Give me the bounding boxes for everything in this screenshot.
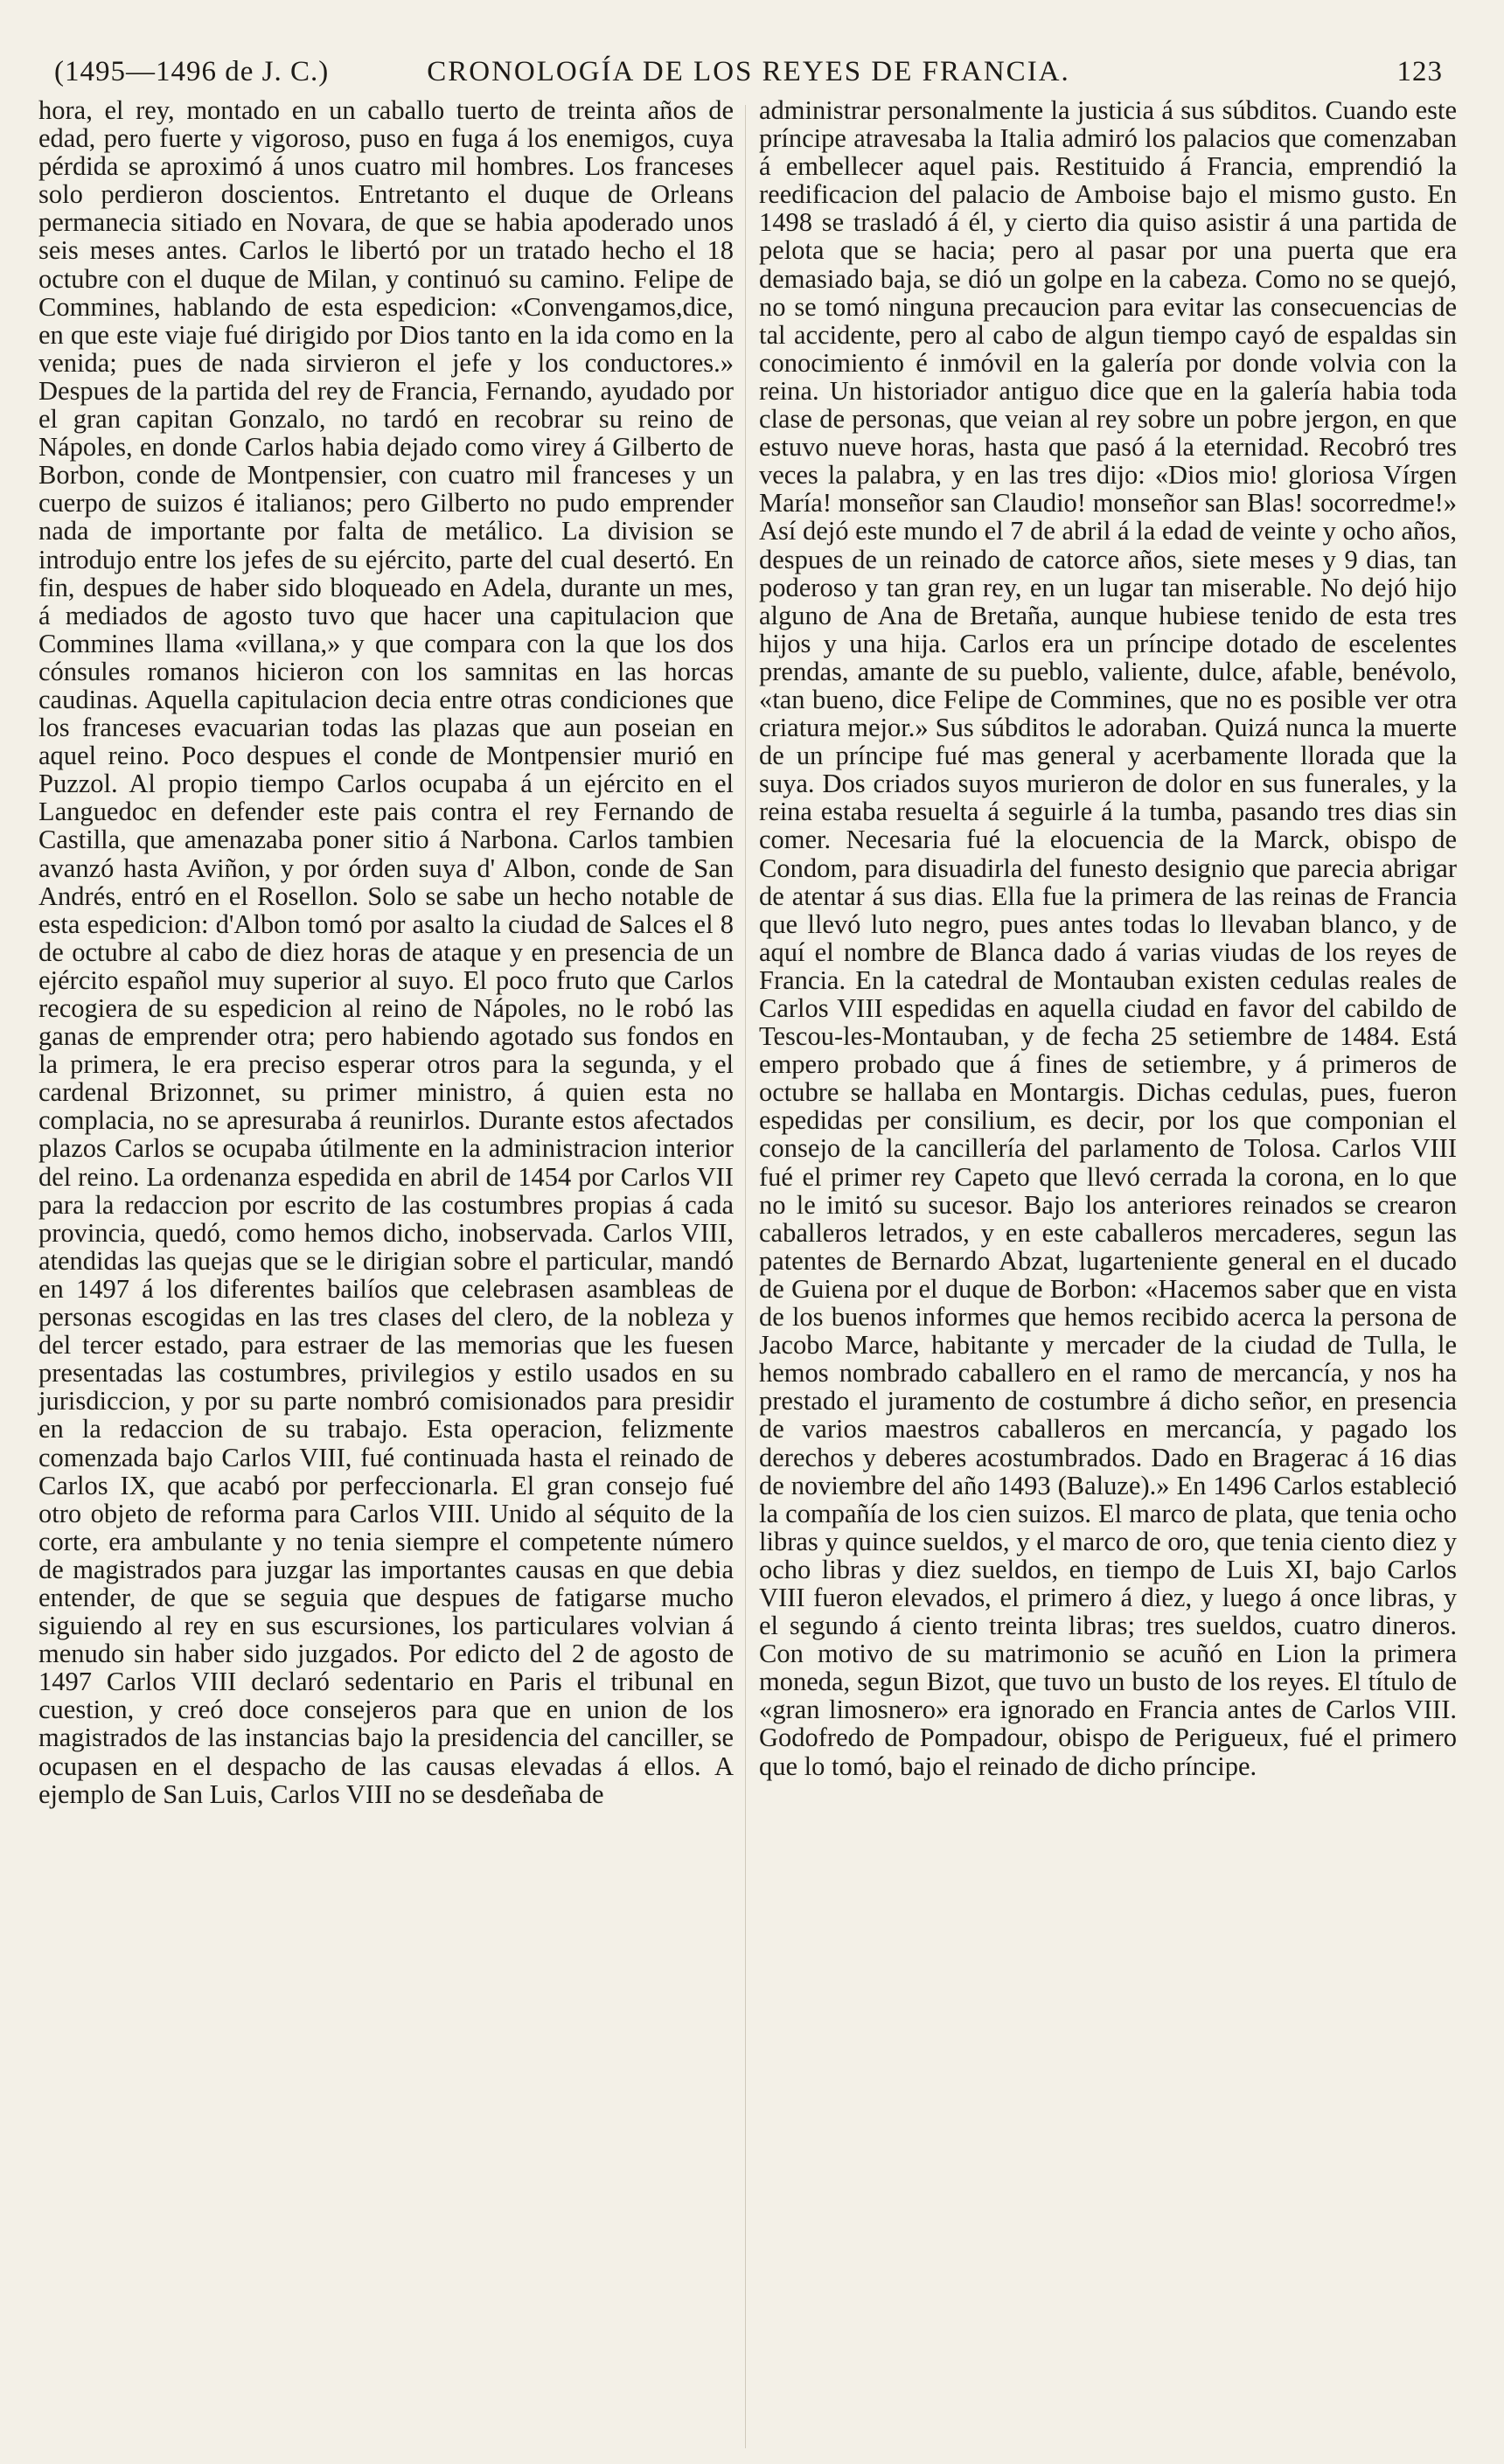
- column-divider: [745, 105, 746, 2448]
- header-years: (1495—1496 de J. C.): [54, 56, 330, 87]
- right-column-text: administrar personalmente la justicia á sus súbditos. Cuando este príncipe atravesaba la Italia admiró los palacios que comenzaban á embellecer aquel pais. Restituido á Francia, emprendió la reedificacion del palacio de Amboise bajo el mismo gusto. En 1498 se trasladó á él, y cierto dia quiso asistir á una partida de pelota que se hacia; pero al pasar por una puerta que era demasiado baja, se dió un golpe en la cabeza. Como no se quejó, no se tomó ninguna precaucion para evitar las consecuencias de tal accidente, pero al cabo de algun tiempo cayó de espaldas sin conocimiento é inmóvil en la galería por donde volvia con la reina. Un historiador antiguo dice que en la galería habia toda clase de personas, que veian al rey sobre un pobre jergon, en que estuvo nueve horas, hasta que pasó á la eternidad. Recobró tres veces la palabra, y en las tres dijo: «Dios mio! gloriosa Vírgen María! monseñor san Claudio! monseñor san Blas! socorredme!» Así dejó este mundo el 7 de abril á la edad de veinte y ocho años, despues de un reinado de catorce años, siete meses y 9 dias, tan poderoso y tan gran rey, en un lugar tan miserable. No dejó hijo alguno de Ana de Bretaña, aunque hubiese tenido de esta tres hijos y una hija. Carlos era un príncipe dotado de escelentes prendas, amante de su pueblo, valiente, dulce, afable, benévolo, «tan bueno, dice Felipe de Commines, que no es posible ver otra criatura mejor.» Sus súbditos le adoraban. Quizá nunca la muerte de un príncipe fué mas general y acerbamente llorada que la suya. Dos criados suyos murieron de dolor en sus funerales, y la reina estaba resuelta á seguirle á la tumba, pasando tres dias sin comer. Necesaria fué la elocuencia de la Marck, obispo de Condom, para disuadirla del funesto designio que parecia abrigar de atentar á sus dias. Ella fue la primera de las reinas de Francia que llevó luto negro, pues antes todas lo llevaban blanco, y de aquí el nombre de Blanca dado á varias viudas de los reyes de Francia. En la catedral de Montauban existen cedulas reales de Carlos VIII espedidas en aquella ciudad en favor del cabildo de Tescou-les-Montauban, y de fecha 25 setiembre de 1484. Está empero probado que á fines de setiembre, y á primeros de octubre se hallaba en Montargis. Dichas cedulas, pues, fueron espedidas per consilium, es decir, por los que componian el consejo de la cancillería del parlamento de Tolosa. Carlos VIII fué el primer rey Capeto que llevó cerrada la corona, en lo que no le imitó su sucesor. Bajo los anteriores reinados se crearon caballeros letrados, y en este caballeros mercaderes, segun las patentes de Bernardo Abzat, lugarteniente general en el ducado de Guiena por el duque de Borbon: «Hacemos saber que en vista de los buenos informes que hemos recibido acerca la persona de Jacobo Marce, habitante y mercader de la ciudad de Tulla, le hemos nombrado caballero en el ramo de mercancía, y nos ha prestado el juramento de costumbre á dicho señor, en presencia de varios maestros caballeros en mercancía, y pagado los derechos y deberes acostumbrados. Dado en Bragerac á 16 dias de noviembre del año 1493 (Baluze).» En 1496 Carlos estableció la compañía de los cien suizos. El marco de plata, que tenia ocho libras y quince sueldos, y el marco de oro, que tenia ciento diez y ocho libras y diez sueldos, en tiempo de Luis XI, bajo Carlos VIII fueron elevados, el primero á diez, y luego á once libras, y el segundo á ciento treinta libras; tres sueldos, cuatro dineros. Con motivo de su matrimonio se acuñó en Lion la primera moneda, segun Bizot, que tuvo un busto de los reyes. El título de «gran limosnero» era ignorado en Francia antes de Carlos VIII. Godofredo de Pompadour, obispo de Perigueux, fué el primero que lo tomó, bajo el reinado de dicho príncipe.: [759, 95, 1457, 1781]
- right-column: [759, 96, 1457, 1780]
- header-title: CRONOLOGÍA DE LOS REYES DE FRANCIA.: [427, 56, 1070, 87]
- left-column-text: hora, el rey, montado en un caballo tuerto de treinta años de edad, pero fuerte y vigoroso, puso en fuga á los enemigos, cuya pérdida se aproximó á unos cuatro mil hombres. Los franceses solo perdieron doscientos. Entretanto el duque de Orleans permanecia sitiado en Novara, de que se habia apoderado unos seis meses antes. Carlos le libertó por un tratado hecho el 18 octubre con el duque de Milan, y continuó su camino. Felipe de Commines, hablando de esta espedicion: «Convengamos,dice, en que este viaje fué dirigido por Dios tanto en la ida como en la venida; pues de nada sirvieron el jefe y los conductores.» Despues de la partida del rey de Francia, Fernando, ayudado por el gran capitan Gonzalo, no tardó en recobrar su reino de Nápoles, en donde Carlos habia dejado como virey á Gilberto de Borbon, conde de Montpensier, con cuatro mil franceses y un cuerpo de suizos é italianos; pero Gilberto no pudo emprender nada de importante por falta de metálico. La division se introdujo entre los jefes de su ejército, parte del cual desertó. En fin, despues de haber sido bloqueado en Adela, durante un mes, á mediados de agosto tuvo que hacer una capitulacion que Commines llama «villana,» y que compara con la que los dos cónsules romanos hicieron con los samnitas en las horcas caudinas. Aquella capitulacion decia entre otras condiciones que los franceses evacuarian todas las plazas que aun poseian en aquel reino. Poco despues el conde de Montpensier murió en Puzzol. Al propio tiempo Carlos ocupaba á un ejército en el Languedoc en defender este pais contra el rey Fernando de Castilla, que amenazaba poner sitio á Narbona. Carlos tambien avanzó hasta Aviñon, y por órden suya d' Albon, conde de San Andrés, entró en el Rosellon. Solo se sabe un hecho notable de esta espedicion: d'Albon tomó por asalto la ciudad de Salces el 8 de octubre al cabo de diez horas de ataque y en presencia de un ejército español muy superior al suyo. El poco fruto que Carlos recogiera de su espedicion al reino de Nápoles, no le robó las ganas de emprender otra; pero habiendo agotado sus fondos en la primera, le era preciso esperar otros para la segunda, y el cardenal Brizonnet, su primer ministro, á quien esta no complacia, no se apresuraba á reunirlos. Durante estos afectados plazos Carlos se ocupaba útilmente en la administracion interior del reino. La ordenanza espedida en abril de 1454 por Carlos VII para la redaccion por escrito de las costumbres propias á cada provincia, quedó, como hemos dicho, inobservada. Carlos VIII, atendidas las quejas que se le dirigian sobre el particular, mandó en 1497 á los diferentes bailíos que celebrasen asambleas de personas escogidas en las tres clases del clero, de la nobleza y del tercer estado, para estraer de las memorias que les fuesen presentadas las costumbres, privilegios y estilo usados en su jurisdiccion, y por su parte nombró comisionados para presidir en la redaccion de su trabajo. Esta operacion, felizmente comenzada bajo Carlos VIII, fué continuada hasta el reinado de Carlos IX, que acabó por perfeccionarla. El gran consejo fué otro objeto de reforma para Carlos VIII. Unido al séquito de la corte, era ambulante y no tenia siempre el competente número de magistrados para juzgar las importantes causas en que debia entender, de que se seguia que despues de fatigarse mucho siguiendo al rey en sus escursiones, los particulares volvian á menudo sin haber sido juzgados. Por edicto del 2 de agosto de 1497 Carlos VIII declaró sedentario en Paris el tribunal en cuestion, y creó doce consejeros para que en union de los magistrados de las instancias bajo la presidencia del canciller, se ocupasen en el despacho de las causas elevadas á ellos. A ejemplo de San Luis, Carlos VIII no se desdeñaba de: [38, 95, 734, 1809]
- left-column: [38, 96, 734, 1808]
- page-number: 123: [1396, 56, 1443, 87]
- running-header: [54, 51, 1443, 93]
